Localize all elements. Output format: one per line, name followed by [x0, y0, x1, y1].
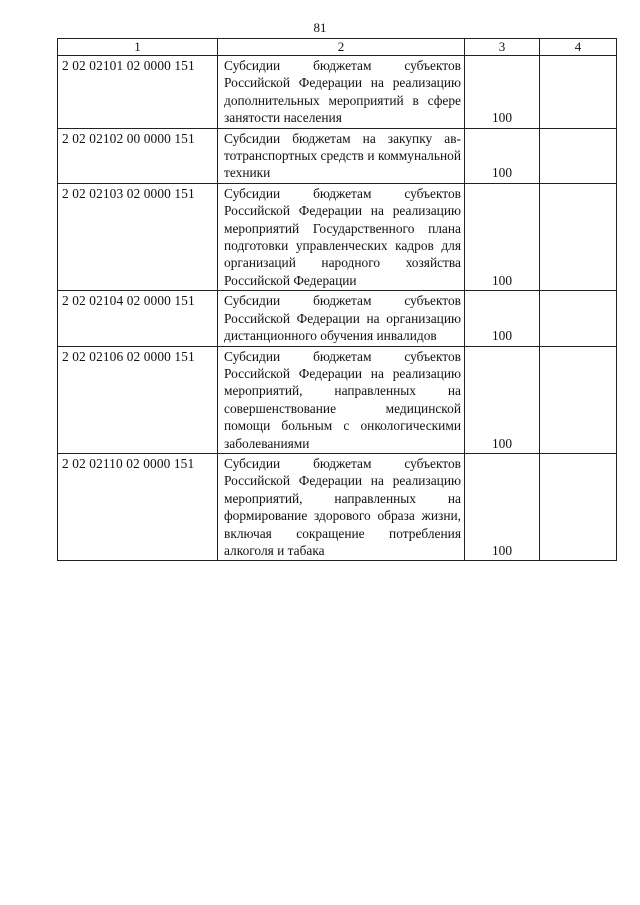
revenue-description: Субсидии бюджетам субъектов Российской Федерации на реализацию мероприятий, направленных на совершенствование медицинской помощи больным с онкологическими заболеваниями	[218, 346, 465, 453]
column-header-2: 2	[218, 39, 465, 56]
revenue-value: 100	[465, 183, 540, 290]
revenue-code: 2 02 02106 02 0000 151	[58, 346, 218, 453]
revenue-code: 2 02 02101 02 0000 151	[58, 56, 218, 129]
revenue-value: 100	[465, 453, 540, 560]
revenue-description: Субсидии бюджетам субъектов Российской Федерации на реализацию мероприятий, направленных на формирование здорового образа жизни, включая сокращение потребления алкоголя и табака	[218, 453, 465, 560]
column-4-cell	[540, 453, 617, 560]
table-row	[58, 128, 617, 183]
revenue-code: 2 02 02102 00 0000 151	[58, 128, 218, 183]
column-4-cell	[540, 56, 617, 129]
column-4-cell	[540, 291, 617, 346]
revenue-description: Субсидии бюджетам субъектов Российской Федерации на реализацию мероприятий Государственного плана подготовки управленческих кадров для организаций народного хозяйства Российской Федерации	[218, 183, 465, 290]
revenue-value: 100	[465, 291, 540, 346]
column-4-cell	[540, 346, 617, 453]
column-header-4: 4	[540, 39, 617, 56]
revenue-value: 100	[465, 56, 540, 129]
revenue-value: 100	[465, 346, 540, 453]
revenue-description: Субсидии бюджетам субъектов Российской Федерации на реализацию дополнительных мероприятий в сфере занятости населения	[218, 56, 465, 129]
revenue-code: 2 02 02110 02 0000 151	[58, 453, 218, 560]
page-number: 81	[313, 20, 327, 35]
revenue-code: 2 02 02104 02 0000 151	[58, 291, 218, 346]
column-4-cell	[540, 128, 617, 183]
column-4-cell	[540, 183, 617, 290]
table-row	[58, 346, 617, 453]
table-row	[58, 183, 617, 290]
revenue-code: 2 02 02103 02 0000 151	[58, 183, 218, 290]
revenue-description: Субсидии бюджетам субъектов Российской Федерации на организацию дистанционного обучения инвалидов	[218, 291, 465, 346]
table-header-row	[58, 39, 617, 56]
revenue-description: Субсидии бюджетам на закупку автотранспортных средств и коммунальной техники	[218, 128, 465, 183]
table-row	[58, 291, 617, 346]
column-header-3: 3	[465, 39, 540, 56]
table-row	[58, 453, 617, 560]
column-header-1: 1	[58, 39, 218, 56]
budget-table	[57, 38, 617, 561]
revenue-value: 100	[465, 128, 540, 183]
table-row	[58, 56, 617, 129]
